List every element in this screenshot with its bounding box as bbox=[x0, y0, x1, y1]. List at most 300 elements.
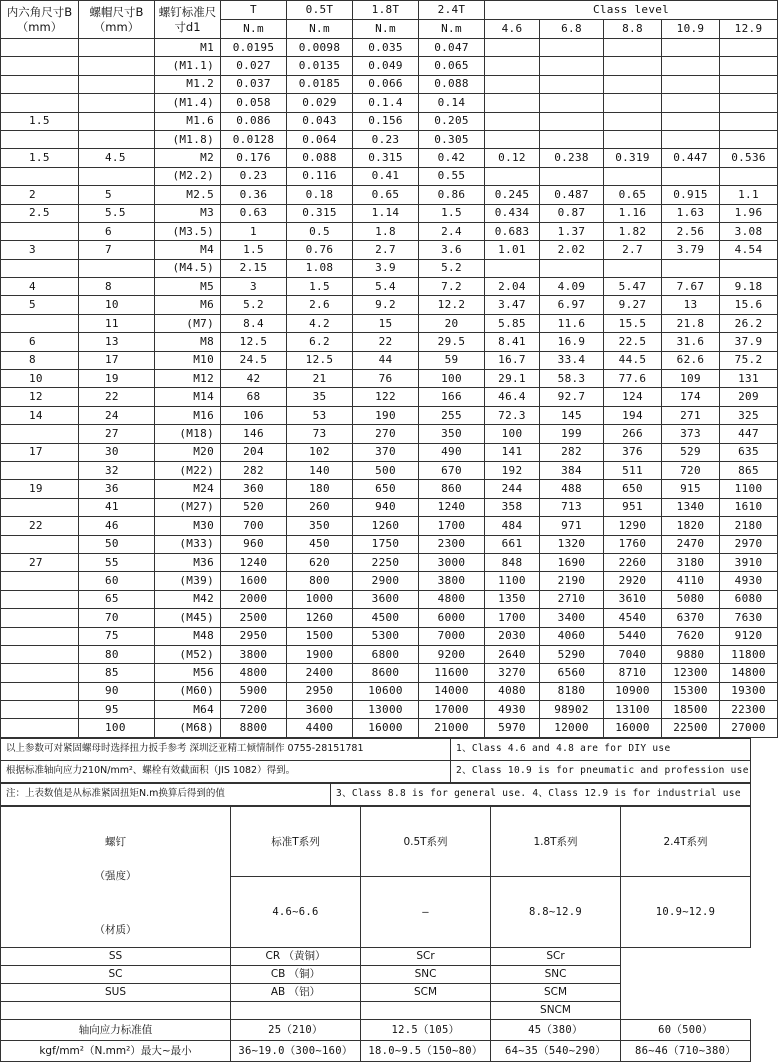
table-row bbox=[1, 75, 778, 93]
torque-05t-cell: 620 bbox=[287, 553, 353, 571]
torque-24t-cell: 20 bbox=[419, 314, 485, 332]
bolt-size-cell: M8 bbox=[155, 333, 221, 351]
nut-size-cell bbox=[79, 39, 155, 57]
table-row bbox=[1, 590, 778, 608]
torque-18t-cell: 1.8 bbox=[353, 222, 419, 240]
class-10-9-cell: 529 bbox=[662, 443, 720, 461]
class-6-8-cell bbox=[540, 167, 604, 185]
hex-size-cell: 10 bbox=[1, 370, 79, 388]
class-4-6-cell: 244 bbox=[485, 480, 540, 498]
nut-size-cell: 30 bbox=[79, 443, 155, 461]
table-row bbox=[1, 149, 778, 167]
hex-size-cell: 1.5 bbox=[1, 149, 79, 167]
class-6-8-cell: 199 bbox=[540, 425, 604, 443]
torque-t-cell: 42 bbox=[221, 370, 287, 388]
torque-t-cell: 12.5 bbox=[221, 333, 287, 351]
torque-t-cell: 1240 bbox=[221, 553, 287, 571]
note-class-diy: 1、Class 4.6 and 4.8 are for DIY use bbox=[451, 738, 751, 760]
torque-18t-cell: 13000 bbox=[353, 701, 419, 719]
class-8-8-cell: 9.27 bbox=[604, 296, 662, 314]
torque-24t-cell: 11600 bbox=[419, 664, 485, 682]
class-8-8-cell: 266 bbox=[604, 425, 662, 443]
torque-24t-cell: 1.5 bbox=[419, 204, 485, 222]
max-min-label: kgf/mm²（N.mm²）最大~最小 bbox=[1, 1040, 231, 1061]
label-screw: 螺钉 bbox=[105, 835, 126, 848]
torque-t-cell: 2.15 bbox=[221, 259, 287, 277]
nut-size-cell: 46 bbox=[79, 517, 155, 535]
class-6-8-cell: 713 bbox=[540, 498, 604, 516]
torque-18t-cell: 1750 bbox=[353, 535, 419, 553]
torque-18t-cell: 940 bbox=[353, 498, 419, 516]
torque-18t-cell: 122 bbox=[353, 388, 419, 406]
class-4-6-cell: 661 bbox=[485, 535, 540, 553]
class-4-6-cell: 0.12 bbox=[485, 149, 540, 167]
nut-size-cell bbox=[79, 57, 155, 75]
torque-05t-cell: 12.5 bbox=[287, 351, 353, 369]
class-6-8-cell: 488 bbox=[540, 480, 604, 498]
hex-size-cell: 22 bbox=[1, 517, 79, 535]
class-8-8-cell bbox=[604, 130, 662, 148]
table-row bbox=[1, 278, 778, 296]
header-grade-24t: 2.4T bbox=[419, 1, 485, 20]
class-8-8-cell bbox=[604, 94, 662, 112]
torque-18t-cell: 2250 bbox=[353, 553, 419, 571]
axial-value-t: 25（210） bbox=[231, 1019, 361, 1040]
torque-t-cell: 0.0128 bbox=[221, 130, 287, 148]
table-row bbox=[1, 553, 778, 571]
class-6-8-cell: 0.238 bbox=[540, 149, 604, 167]
class-10-9-cell: 62.6 bbox=[662, 351, 720, 369]
torque-18t-cell: 0.066 bbox=[353, 75, 419, 93]
table-row bbox=[1, 351, 778, 369]
series-24t: 2.4T系列 bbox=[621, 806, 751, 877]
torque-18t-cell: 0.41 bbox=[353, 167, 419, 185]
hex-size-cell bbox=[1, 627, 79, 645]
torque-05t-cell: 53 bbox=[287, 406, 353, 424]
class-12-9-cell: 7630 bbox=[720, 609, 778, 627]
class-8-8-cell: 650 bbox=[604, 480, 662, 498]
torque-24t-cell: 0.065 bbox=[419, 57, 485, 75]
torque-05t-cell: 1.08 bbox=[287, 259, 353, 277]
class-4-6-cell: 1100 bbox=[485, 572, 540, 590]
class-6-8-cell: 92.7 bbox=[540, 388, 604, 406]
class-4-6-cell: 4080 bbox=[485, 682, 540, 700]
class-8-8-cell: 7040 bbox=[604, 645, 662, 663]
table-row bbox=[1, 645, 778, 663]
class-12-9-cell: 2180 bbox=[720, 517, 778, 535]
axial-value-18t: 45（380） bbox=[491, 1019, 621, 1040]
class-10-9-cell: 2.56 bbox=[662, 222, 720, 240]
class-8-8-cell: 3610 bbox=[604, 590, 662, 608]
class-4-6-cell bbox=[485, 130, 540, 148]
nut-size-cell bbox=[79, 75, 155, 93]
torque-18t-cell: 3.9 bbox=[353, 259, 419, 277]
torque-18t-cell: 3600 bbox=[353, 590, 419, 608]
class-8-8-cell: 16000 bbox=[604, 719, 662, 737]
class-8-8-cell: 1.16 bbox=[604, 204, 662, 222]
class-6-8-cell: 2190 bbox=[540, 572, 604, 590]
class-4-6-cell: 0.434 bbox=[485, 204, 540, 222]
class-12-9-cell: 37.9 bbox=[720, 333, 778, 351]
nut-size-cell: 4.5 bbox=[79, 149, 155, 167]
class-4-6-cell: 8.41 bbox=[485, 333, 540, 351]
class-4-6-cell: 2.04 bbox=[485, 278, 540, 296]
torque-18t-cell: 0.049 bbox=[353, 57, 419, 75]
torque-t-cell: 24.5 bbox=[221, 351, 287, 369]
torque-18t-cell: 0.315 bbox=[353, 149, 419, 167]
table-row bbox=[1, 388, 778, 406]
class-10-9-cell: 1.63 bbox=[662, 204, 720, 222]
bolt-size-cell: M24 bbox=[155, 480, 221, 498]
torque-05t-cell: 140 bbox=[287, 461, 353, 479]
series-t: 标准T系列 bbox=[231, 806, 361, 877]
torque-18t-cell: 2.7 bbox=[353, 241, 419, 259]
class-12-9-cell: 27000 bbox=[720, 719, 778, 737]
class-12-9-cell: 75.2 bbox=[720, 351, 778, 369]
torque-18t-cell: 500 bbox=[353, 461, 419, 479]
header-class-6-8: 6.8 bbox=[540, 20, 604, 39]
class-12-9-cell bbox=[720, 57, 778, 75]
torque-t-cell: 204 bbox=[221, 443, 287, 461]
material-cell: CR （黄铜） bbox=[231, 947, 361, 965]
torque-24t-cell: 12.2 bbox=[419, 296, 485, 314]
table-row bbox=[1, 627, 778, 645]
torque-18t-cell: 1260 bbox=[353, 517, 419, 535]
hex-size-cell bbox=[1, 39, 79, 57]
torque-24t-cell: 350 bbox=[419, 425, 485, 443]
max-min-18t: 64~35（540~290） bbox=[491, 1040, 621, 1061]
torque-18t-cell: 15 bbox=[353, 314, 419, 332]
bolt-size-cell: (M60) bbox=[155, 682, 221, 700]
class-8-8-cell: 2260 bbox=[604, 553, 662, 571]
header-unit: N.m bbox=[419, 20, 485, 39]
bolt-size-cell: M16 bbox=[155, 406, 221, 424]
class-8-8-cell bbox=[604, 57, 662, 75]
torque-05t-cell: 0.064 bbox=[287, 130, 353, 148]
class-6-8-cell bbox=[540, 130, 604, 148]
class-8-8-cell: 8710 bbox=[604, 664, 662, 682]
range-18t: 8.8~12.9 bbox=[491, 877, 621, 948]
class-4-6-cell bbox=[485, 112, 540, 130]
bolt-size-cell: M36 bbox=[155, 553, 221, 571]
torque-18t-cell: 370 bbox=[353, 443, 419, 461]
hex-size-cell: 1.5 bbox=[1, 112, 79, 130]
class-4-6-cell: 1350 bbox=[485, 590, 540, 608]
torque-05t-cell: 2400 bbox=[287, 664, 353, 682]
torque-t-cell: 0.0195 bbox=[221, 39, 287, 57]
hex-size-cell bbox=[1, 259, 79, 277]
header-nut-size: 螺帽尺寸B（mm） bbox=[79, 1, 155, 39]
torque-t-cell: 0.176 bbox=[221, 149, 287, 167]
torque-t-cell: 2000 bbox=[221, 590, 287, 608]
hex-size-cell: 4 bbox=[1, 278, 79, 296]
axial-value-05t: 12.5（105） bbox=[361, 1019, 491, 1040]
class-6-8-cell bbox=[540, 259, 604, 277]
class-10-9-cell: 1820 bbox=[662, 517, 720, 535]
class-8-8-cell bbox=[604, 259, 662, 277]
torque-18t-cell: 0.1.4 bbox=[353, 94, 419, 112]
nut-size-cell: 95 bbox=[79, 701, 155, 719]
torque-24t-cell: 0.14 bbox=[419, 94, 485, 112]
torque-05t-cell: 0.18 bbox=[287, 186, 353, 204]
bolt-size-cell: M1 bbox=[155, 39, 221, 57]
hex-size-cell bbox=[1, 609, 79, 627]
hex-size-cell: 17 bbox=[1, 443, 79, 461]
bolt-size-cell: M42 bbox=[155, 590, 221, 608]
nut-size-cell: 80 bbox=[79, 645, 155, 663]
axial-label: 轴向应力标准值 bbox=[1, 1019, 231, 1040]
nut-size-cell: 75 bbox=[79, 627, 155, 645]
hex-size-cell bbox=[1, 75, 79, 93]
class-4-6-cell: 46.4 bbox=[485, 388, 540, 406]
class-8-8-cell: 194 bbox=[604, 406, 662, 424]
class-12-9-cell bbox=[720, 259, 778, 277]
hex-size-cell: 6 bbox=[1, 333, 79, 351]
torque-24t-cell: 0.42 bbox=[419, 149, 485, 167]
torque-18t-cell: 650 bbox=[353, 480, 419, 498]
table-row bbox=[1, 167, 778, 185]
class-8-8-cell: 1760 bbox=[604, 535, 662, 553]
torque-24t-cell: 7.2 bbox=[419, 278, 485, 296]
class-8-8-cell: 4540 bbox=[604, 609, 662, 627]
nut-size-cell: 100 bbox=[79, 719, 155, 737]
class-10-9-cell: 6370 bbox=[662, 609, 720, 627]
class-10-9-cell: 7620 bbox=[662, 627, 720, 645]
class-10-9-cell bbox=[662, 130, 720, 148]
table-row bbox=[1, 57, 778, 75]
header-unit: N.m bbox=[353, 20, 419, 39]
torque-24t-cell: 17000 bbox=[419, 701, 485, 719]
torque-24t-cell: 3000 bbox=[419, 553, 485, 571]
class-12-9-cell: 9120 bbox=[720, 627, 778, 645]
bolt-size-cell: (M39) bbox=[155, 572, 221, 590]
class-12-9-cell: 1100 bbox=[720, 480, 778, 498]
class-4-6-cell: 5970 bbox=[485, 719, 540, 737]
table-row bbox=[1, 94, 778, 112]
header-hex-size: 内六角尺寸B（mm） bbox=[1, 1, 79, 39]
torque-t-cell: 960 bbox=[221, 535, 287, 553]
class-6-8-cell: 4.09 bbox=[540, 278, 604, 296]
class-10-9-cell: 0.915 bbox=[662, 186, 720, 204]
class-8-8-cell: 1.82 bbox=[604, 222, 662, 240]
bolt-size-cell: (M4.5) bbox=[155, 259, 221, 277]
material-cell bbox=[361, 1001, 491, 1019]
class-12-9-cell: 1.96 bbox=[720, 204, 778, 222]
torque-24t-cell: 3800 bbox=[419, 572, 485, 590]
class-12-9-cell bbox=[720, 167, 778, 185]
class-6-8-cell: 0.487 bbox=[540, 186, 604, 204]
bolt-size-cell: (M45) bbox=[155, 609, 221, 627]
table-row bbox=[1, 480, 778, 498]
bolt-size-cell: M30 bbox=[155, 517, 221, 535]
torque-t-cell: 0.027 bbox=[221, 57, 287, 75]
class-10-9-cell: 2470 bbox=[662, 535, 720, 553]
header-class-4-6: 4.6 bbox=[485, 20, 540, 39]
class-4-6-cell bbox=[485, 167, 540, 185]
torque-05t-cell: 260 bbox=[287, 498, 353, 516]
class-6-8-cell: 11.6 bbox=[540, 314, 604, 332]
table-row bbox=[1, 425, 778, 443]
class-4-6-cell: 29.1 bbox=[485, 370, 540, 388]
class-8-8-cell: 1290 bbox=[604, 517, 662, 535]
class-6-8-cell: 6560 bbox=[540, 664, 604, 682]
torque-24t-cell: 2.4 bbox=[419, 222, 485, 240]
table-row bbox=[1, 719, 778, 737]
class-4-6-cell: 5.85 bbox=[485, 314, 540, 332]
torque-t-cell: 1600 bbox=[221, 572, 287, 590]
class-4-6-cell: 484 bbox=[485, 517, 540, 535]
bolt-size-cell: (M1.4) bbox=[155, 94, 221, 112]
bolt-size-cell: (M3.5) bbox=[155, 222, 221, 240]
torque-18t-cell: 22 bbox=[353, 333, 419, 351]
material-cell bbox=[1, 1001, 231, 1019]
torque-t-cell: 282 bbox=[221, 461, 287, 479]
bolt-size-cell: M48 bbox=[155, 627, 221, 645]
class-10-9-cell bbox=[662, 112, 720, 130]
torque-05t-cell: 0.0185 bbox=[287, 75, 353, 93]
hex-size-cell bbox=[1, 222, 79, 240]
class-10-9-cell: 22500 bbox=[662, 719, 720, 737]
class-12-9-cell: 325 bbox=[720, 406, 778, 424]
class-12-9-cell: 4.54 bbox=[720, 241, 778, 259]
torque-24t-cell: 5.2 bbox=[419, 259, 485, 277]
material-row bbox=[1, 1001, 751, 1019]
bolt-size-cell: (M27) bbox=[155, 498, 221, 516]
torque-t-cell: 8800 bbox=[221, 719, 287, 737]
torque-05t-cell: 180 bbox=[287, 480, 353, 498]
class-10-9-cell: 7.67 bbox=[662, 278, 720, 296]
torque-rows bbox=[1, 39, 778, 738]
nut-size-cell: 24 bbox=[79, 406, 155, 424]
bolt-size-cell: (M7) bbox=[155, 314, 221, 332]
class-10-9-cell: 174 bbox=[662, 388, 720, 406]
class-12-9-cell bbox=[720, 39, 778, 57]
torque-t-cell: 146 bbox=[221, 425, 287, 443]
class-12-9-cell: 22300 bbox=[720, 701, 778, 719]
series-05t: 0.5T系列 bbox=[361, 806, 491, 877]
bolt-size-cell: (M22) bbox=[155, 461, 221, 479]
class-6-8-cell: 2710 bbox=[540, 590, 604, 608]
hex-size-cell bbox=[1, 57, 79, 75]
table-row bbox=[1, 370, 778, 388]
class-12-9-cell: 19300 bbox=[720, 682, 778, 700]
material-cell: SUS bbox=[1, 983, 231, 1001]
torque-t-cell: 106 bbox=[221, 406, 287, 424]
torque-24t-cell: 255 bbox=[419, 406, 485, 424]
class-10-9-cell: 373 bbox=[662, 425, 720, 443]
bolt-size-cell: M64 bbox=[155, 701, 221, 719]
class-12-9-cell: 2970 bbox=[720, 535, 778, 553]
bolt-size-cell: (M68) bbox=[155, 719, 221, 737]
torque-18t-cell: 9.2 bbox=[353, 296, 419, 314]
class-4-6-cell bbox=[485, 39, 540, 57]
class-12-9-cell: 15.6 bbox=[720, 296, 778, 314]
class-4-6-cell bbox=[485, 57, 540, 75]
header-grade-18t: 1.8T bbox=[353, 1, 419, 20]
torque-t-cell: 3 bbox=[221, 278, 287, 296]
hex-size-cell bbox=[1, 535, 79, 553]
torque-t-cell: 0.058 bbox=[221, 94, 287, 112]
bolt-size-cell: M2.5 bbox=[155, 186, 221, 204]
torque-t-cell: 68 bbox=[221, 388, 287, 406]
class-12-9-cell: 1.1 bbox=[720, 186, 778, 204]
class-4-6-cell: 2640 bbox=[485, 645, 540, 663]
material-cell bbox=[231, 1001, 361, 1019]
max-min-t: 36~19.0（300~160） bbox=[231, 1040, 361, 1061]
torque-24t-cell: 59 bbox=[419, 351, 485, 369]
torque-t-cell: 8.4 bbox=[221, 314, 287, 332]
nut-size-cell: 50 bbox=[79, 535, 155, 553]
header-class-10-9: 10.9 bbox=[662, 20, 720, 39]
class-6-8-cell: 1320 bbox=[540, 535, 604, 553]
torque-24t-cell: 490 bbox=[419, 443, 485, 461]
torque-05t-cell: 0.116 bbox=[287, 167, 353, 185]
bolt-size-cell: M1.6 bbox=[155, 112, 221, 130]
class-12-9-cell: 0.536 bbox=[720, 149, 778, 167]
hex-size-cell bbox=[1, 130, 79, 148]
class-4-6-cell: 4930 bbox=[485, 701, 540, 719]
torque-05t-cell: 0.029 bbox=[287, 94, 353, 112]
class-12-9-cell bbox=[720, 75, 778, 93]
nut-size-cell: 36 bbox=[79, 480, 155, 498]
torque-05t-cell: 1900 bbox=[287, 645, 353, 663]
torque-18t-cell: 0.035 bbox=[353, 39, 419, 57]
bolt-size-cell: (M33) bbox=[155, 535, 221, 553]
hex-size-cell bbox=[1, 461, 79, 479]
bolt-size-cell: M56 bbox=[155, 664, 221, 682]
axial-value-24t: 60（500） bbox=[621, 1019, 751, 1040]
range-05t: — bbox=[361, 877, 491, 948]
torque-05t-cell: 0.0098 bbox=[287, 39, 353, 57]
hex-size-cell: 5 bbox=[1, 296, 79, 314]
class-4-6-cell bbox=[485, 259, 540, 277]
class-10-9-cell bbox=[662, 57, 720, 75]
torque-18t-cell: 44 bbox=[353, 351, 419, 369]
material-cell: SCr bbox=[491, 947, 621, 965]
hex-size-cell: 2.5 bbox=[1, 204, 79, 222]
class-6-8-cell: 33.4 bbox=[540, 351, 604, 369]
class-10-9-cell bbox=[662, 94, 720, 112]
hex-size-cell bbox=[1, 701, 79, 719]
torque-t-cell: 0.23 bbox=[221, 167, 287, 185]
class-12-9-cell: 447 bbox=[720, 425, 778, 443]
class-10-9-cell: 720 bbox=[662, 461, 720, 479]
class-10-9-cell: 5080 bbox=[662, 590, 720, 608]
torque-t-cell: 1 bbox=[221, 222, 287, 240]
range-t: 4.6~6.6 bbox=[231, 877, 361, 948]
nut-size-cell: 90 bbox=[79, 682, 155, 700]
torque-24t-cell: 100 bbox=[419, 370, 485, 388]
class-10-9-cell: 4110 bbox=[662, 572, 720, 590]
class-10-9-cell: 3180 bbox=[662, 553, 720, 571]
torque-24t-cell: 4800 bbox=[419, 590, 485, 608]
torque-05t-cell: 0.315 bbox=[287, 204, 353, 222]
torque-24t-cell: 1240 bbox=[419, 498, 485, 516]
nut-size-cell: 13 bbox=[79, 333, 155, 351]
class-10-9-cell: 109 bbox=[662, 370, 720, 388]
torque-t-cell: 0.037 bbox=[221, 75, 287, 93]
material-cell: SNCM bbox=[491, 1001, 621, 1019]
class-8-8-cell: 2920 bbox=[604, 572, 662, 590]
torque-18t-cell: 10600 bbox=[353, 682, 419, 700]
class-10-9-cell: 9880 bbox=[662, 645, 720, 663]
class-10-9-cell: 0.447 bbox=[662, 149, 720, 167]
torque-t-cell: 7200 bbox=[221, 701, 287, 719]
class-10-9-cell bbox=[662, 39, 720, 57]
material-cell: SS bbox=[1, 947, 231, 965]
max-min-05t: 18.0~9.5（150~80） bbox=[361, 1040, 491, 1061]
class-12-9-cell: 635 bbox=[720, 443, 778, 461]
